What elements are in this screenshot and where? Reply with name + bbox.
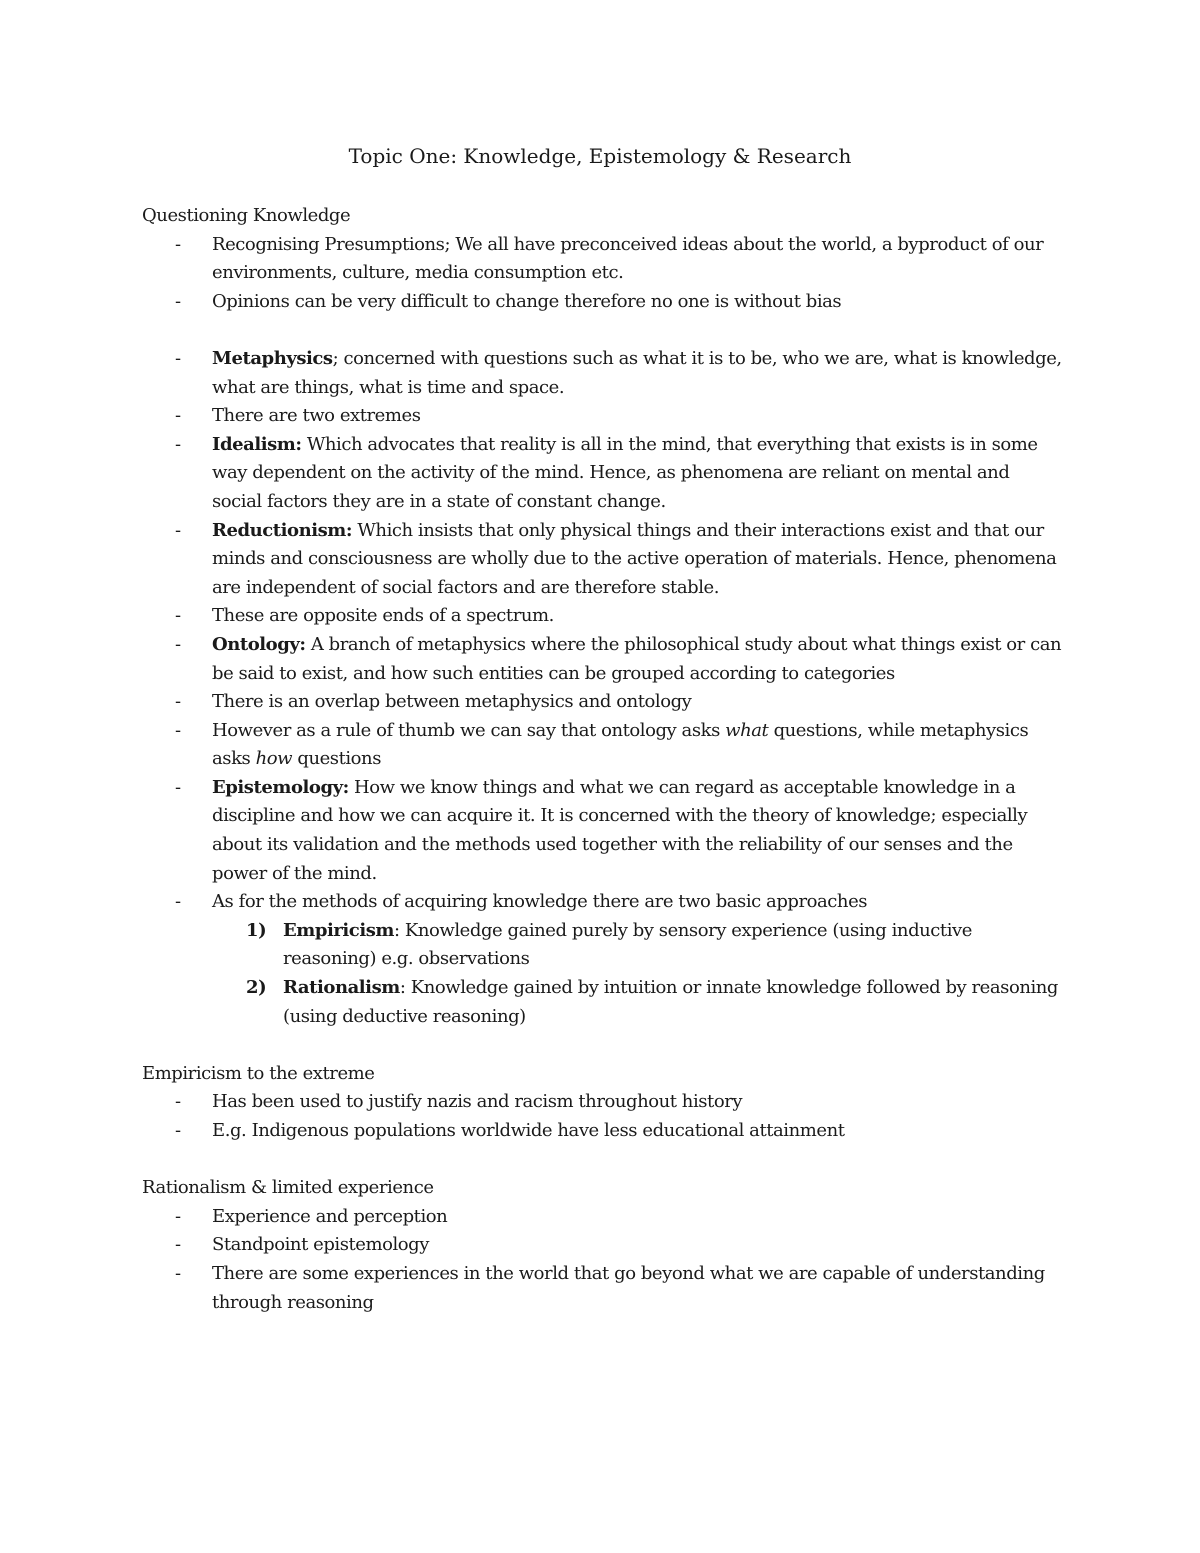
- numbered-item-rationalism: [142, 974, 1062, 1031]
- definition-text: Which advocates that reality is all in the mind, that everything that exists is in some way dependent on the activity of the mind. Hence, as phenomena are reliant on mental and social factors they are in a state of constant change.: [212, 433, 1038, 512]
- definition-text: A branch of metaphysics where the philosophical study about what things exist or can be said to exist, and how such entities can be grouped according to categories: [212, 633, 1062, 684]
- spacer: [142, 1146, 1062, 1175]
- definition-text: Which insists that only physical things and their interactions exist and that our minds and consciousness are wholly due to the active operation of materials. Hence, phenomena are independent of social factors and are therefore stable.: [212, 519, 1057, 598]
- emphasis-what: what: [725, 719, 769, 741]
- term-idealism: Idealism:: [212, 433, 302, 455]
- list-item-ontology: [142, 631, 1062, 688]
- numbered-list: [142, 917, 1062, 1031]
- numbered-item-empiricism: [142, 917, 1062, 974]
- spacer: [142, 316, 1062, 345]
- document-body: [142, 202, 1062, 1317]
- list-item: - Experience and perception: [142, 1203, 1062, 1232]
- section-heading-rationalism-limited: Rationalism & limited experience: [142, 1177, 434, 1199]
- bullet-list: [142, 231, 1062, 317]
- definition-text: : Knowledge gained purely by sensory experience (using inductive reasoning) e.g. observations: [283, 919, 972, 970]
- term-rationalism: Rationalism: [283, 977, 400, 999]
- list-item-reductionism: [142, 517, 1062, 603]
- bullet-list: [142, 345, 1062, 917]
- term-empiricism: Empiricism: [283, 919, 394, 941]
- list-item: - There are some experiences in the world that go beyond what we are capable of understanding through reasoning: [142, 1260, 1062, 1317]
- section-heading-empiricism-extreme: Empiricism to the extreme: [142, 1062, 375, 1084]
- list-item-rule-of-thumb: [142, 717, 1062, 774]
- document-title: Topic One: Knowledge, Epistemology & Research: [348, 144, 852, 168]
- list-item: - There are two extremes: [142, 402, 1062, 431]
- definition-text: ; concerned with questions such as what it is to be, who we are, what is knowledge, what are things, what is time and space.: [212, 347, 1062, 398]
- spacer: [142, 1031, 1062, 1060]
- list-item-epistemology: [142, 774, 1062, 888]
- list-item: - As for the methods of acquiring knowledge there are two basic approaches: [142, 888, 1062, 917]
- definition-text: How we know things and what we can regard as acceptable knowledge in a discipline and how we can acquire it. It is concerned with the theory of knowledge; especially about its validation and the methods used together with the reliability of our senses and the power of the mind.: [212, 776, 1028, 884]
- bullet-list: [142, 1088, 1062, 1145]
- definition-text: : Knowledge gained by intuition or innate knowledge followed by reasoning (using deductive reasoning): [283, 977, 1059, 1027]
- term-epistemology: Epistemology:: [212, 776, 349, 798]
- list-number: 1): [246, 919, 267, 941]
- text-fragment: However as a rule of thumb we can say that ontology asks: [212, 719, 726, 741]
- list-item: - Has been used to justify nazis and racism throughout history: [142, 1088, 1062, 1117]
- list-item: - E.g. Indigenous populations worldwide have less educational attainment: [142, 1117, 1062, 1146]
- term-metaphysics: Metaphysics: [212, 347, 333, 369]
- list-number: 2): [246, 977, 267, 999]
- bullet-list: [142, 1203, 1062, 1317]
- text-fragment: questions, while metaphysics asks: [212, 719, 1029, 770]
- section-heading-questioning-knowledge: Questioning Knowledge: [142, 205, 351, 226]
- emphasis-how: how: [255, 748, 293, 770]
- list-item-metaphysics: [142, 345, 1062, 402]
- list-item: - Opinions can be very difficult to change therefore no one is without bias: [142, 288, 1062, 317]
- list-item: - These are opposite ends of a spectrum.: [142, 602, 1062, 631]
- list-item: - There is an overlap between metaphysics and ontology: [142, 688, 1062, 717]
- term-reductionism: Reductionism:: [212, 519, 353, 541]
- list-item: - Recognising Presumptions; We all have preconceived ideas about the world, a byproduct of our environments, culture, media consumption etc.: [142, 231, 1062, 288]
- list-item: - Standpoint epistemology: [142, 1231, 1062, 1260]
- list-item-idealism: [142, 431, 1062, 517]
- term-ontology: Ontology:: [212, 633, 306, 655]
- text-fragment: questions: [292, 748, 381, 770]
